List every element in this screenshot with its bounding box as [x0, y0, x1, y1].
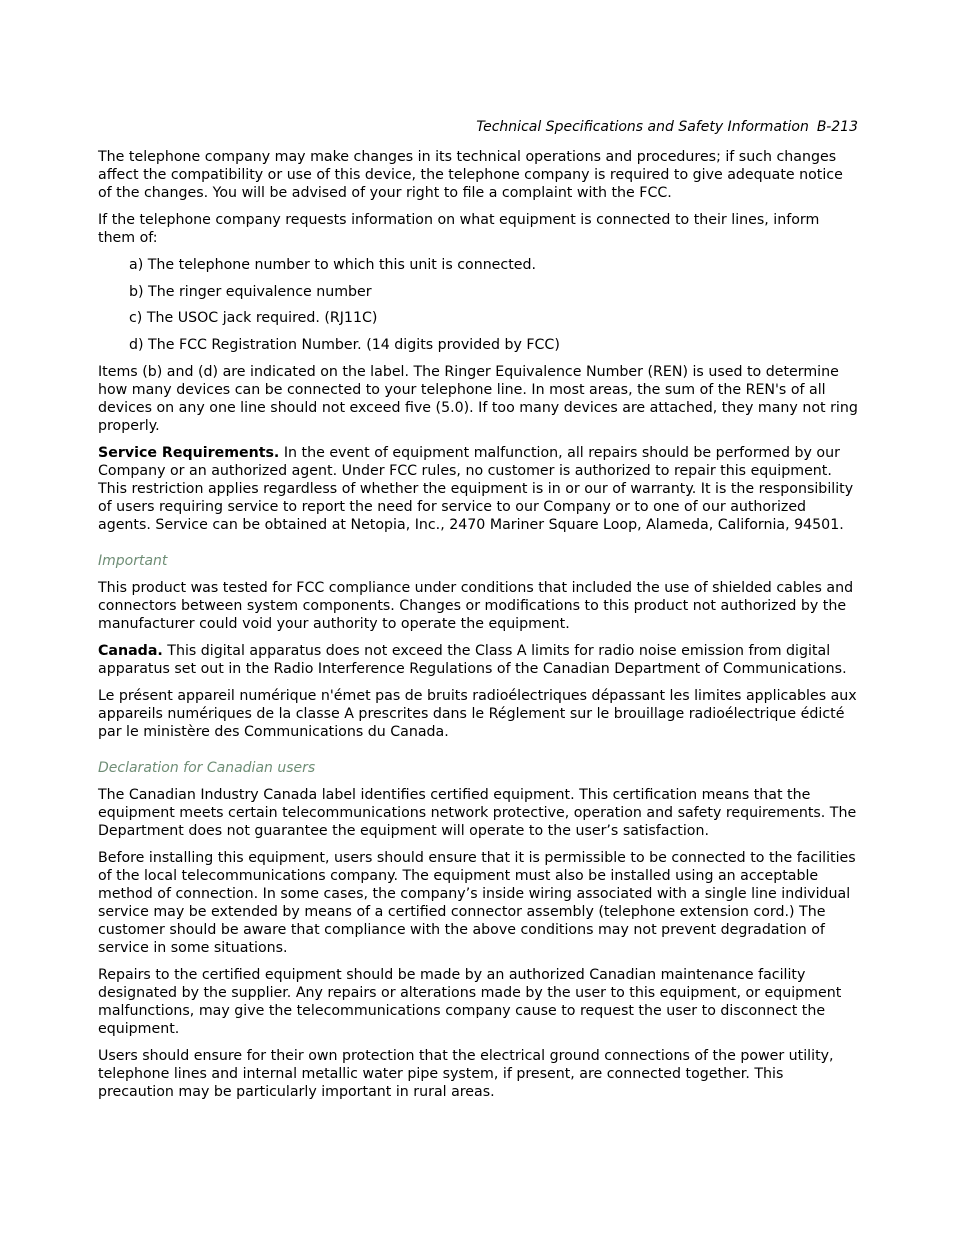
- paragraph-fcc-compliance: This product was tested for FCC compliance under conditions that included the use of shielded cables and connectors between system components. Changes or modifications to this product not authorized by the manufacturer could void your authority to operate the equipment.: [98, 579, 854, 632]
- page-number: B-213: [816, 119, 858, 135]
- paragraph-ground: Users should ensure for their own protection that the electrical ground connections of the power utility, telephone lines and internal metallic water pipe system, if present, are connected together. This precaution may be particularly important in rural areas.: [98, 1047, 834, 1100]
- list-item: d) The FCC Registration Number. (14 digits provided by FCC): [129, 336, 560, 353]
- body-content: [98, 148, 858, 1110]
- canada-body: This digital apparatus does not exceed the Class A limits for radio noise emission from digital apparatus set out in the Radio Interference Regulations of the Canadian Department of Communications.: [98, 642, 847, 677]
- paragraph-canada: [98, 642, 858, 678]
- paragraph-telco-changes: The telephone company may make changes in its technical operations and procedures; if such changes affect the compatibility or use of this device, the telephone company is required to give adequate notice of the changes. You will be advised of your right to file a complaint with the FCC.: [98, 149, 843, 201]
- header-title: Technical Specifications and Safety Information: [476, 119, 809, 135]
- info-list: [98, 256, 858, 354]
- paragraph-installing: Before installing this equipment, users should ensure that it is permissible to be connected to the facilities of the local telecommunications company. The equipment must also be installed using an acceptable method of connection. In some cases, the company’s inside wiring associated with a single line individual service may be extended by means of a certified connector assembly (telephone extension cord.) The customer should be aware that compliance with the above conditions may not prevent degradation of service in some situations.: [98, 849, 856, 956]
- canada-lead: Canada.: [98, 642, 163, 659]
- declaration-heading: Declaration for Canadian users: [98, 759, 316, 776]
- list-item: c) The USOC jack required. (RJ11C): [129, 310, 378, 326]
- paragraph-telco-request: If the telephone company requests information on what equipment is connected to their lines, inform them of:: [98, 212, 820, 246]
- important-heading: Important: [98, 552, 168, 569]
- paragraph-ren: Items (b) and (d) are indicated on the label. The Ringer Equivalence Number (REN) is used to determine how many devices can be connected to your telephone line. In most areas, the sum of the REN's of all devices on any one line should not exceed five (5.0). If too many devices are attached, they many not ring properly.: [98, 363, 858, 434]
- list-item: b) The ringer equivalence number: [129, 283, 372, 300]
- service-requirements-body: In the event of equipment malfunction, all repairs should be performed by our Company or an authorized agent. Under FCC rules, no customer is authorized to repair this equipment. This restriction applies regardless of whether the equipment is in or our of warranty. It is the responsibility of users requiring service to report the need for service to our Company or to one of our authorized agents. Service can be obtained at Netopia, Inc., 2470 Mariner Square Loop, Alameda, California, 94501.: [98, 444, 854, 533]
- service-requirements-lead: Service Requirements.: [98, 444, 280, 461]
- paragraph-french: Le présent appareil numérique n'émet pas de bruits radioélectriques dépassant les limites applicables aux appareils numériques de la classe A prescrites dans le Réglement sur le brouillage radioélectrique édicté par le ministère des Communications du Canada.: [98, 687, 857, 740]
- list-item: a) The telephone number to which this unit is connected.: [129, 257, 537, 273]
- paragraph-repairs: Repairs to the certified equipment should be made by an authorized Canadian maintenance facility designated by the supplier. Any repairs or alterations made by the user to this equipment, or equipment malfunctions, may give the telecommunications company cause to request the user to disconnect the equipment.: [98, 966, 842, 1037]
- paragraph-service-requirements: [98, 444, 858, 534]
- running-header: [476, 119, 858, 135]
- paragraph-label: The Canadian Industry Canada label identifies certified equipment. This certification means that the equipment meets certain telecommunications network protective, operation and safety requirements. The Department does not guarantee the equipment will operate to the user’s satisfaction.: [98, 786, 857, 839]
